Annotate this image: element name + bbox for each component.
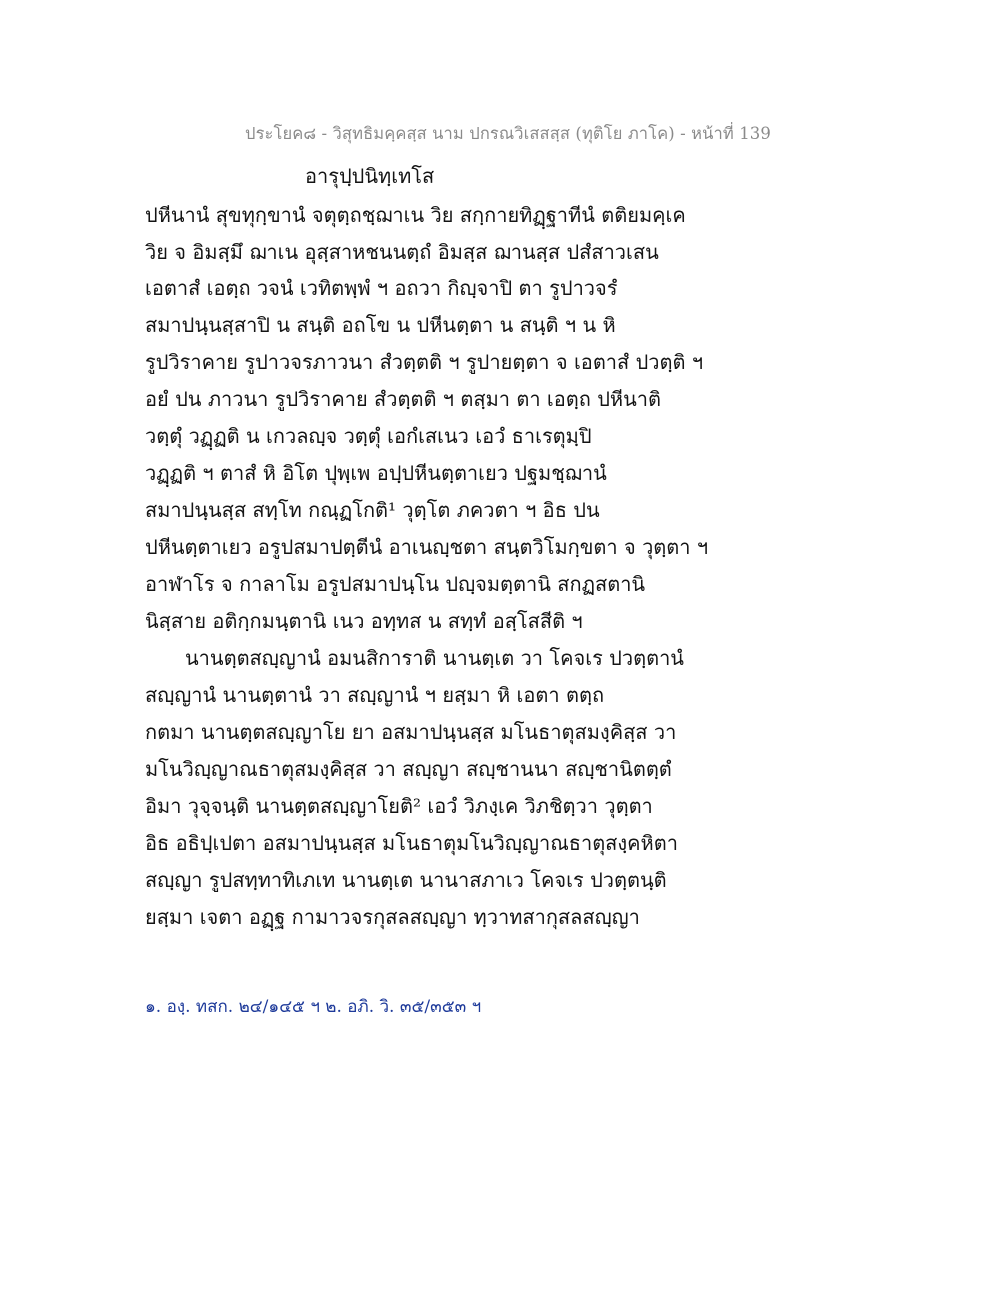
body-line: สมาปนฺนสฺสาปิ น สนฺติ อถโข น ปหีนตฺตา น สนฺติ ฯ น หิ (145, 313, 616, 337)
body-line: มโนวิญฺญาณธาตุสมงฺคิสฺส วา สญฺญา สญฺชานนา สญฺชานิตตฺตํ (145, 757, 672, 781)
body-line: เอตาสํ เอตฺถ วจนํ เวทิตพฺพํ ฯ อถวา กิญฺจาปิ ตา รูปาวจรํ (145, 276, 618, 300)
body-line: สญฺญา รูปสทฺทาทิเภเท นานตฺเต นานาสภาเว โคจเร ปวตฺตนฺติ (145, 868, 667, 892)
body-line: กตมา นานตฺตสญฺญาโย ยา อสมาปนฺนสฺส มโนธาตุสมงฺคิสฺส วา (145, 720, 677, 744)
footnote: ๑. องฺ. ทสก. ๒๔/๑๔๕ ฯ ๒. อภิ. วิ. ๓๕/๓๕๓ ฯ (145, 997, 482, 1017)
body-line: วฏฺฏติ ฯ ตาสํ หิ อิโต ปุพฺเพ อปฺปหีนตฺตาเยว ปฐมชฺฌานํ (145, 461, 607, 485)
body-line: นิสฺสาย อติกฺกมนฺตานิ เนว อทฺทส น สทฺทํ อสฺโสสีติ ฯ (145, 609, 583, 633)
body-line: ยสฺมา เจตา อฏฺฐ กามาวจรกุสลสญฺญา ทฺวาทสากุสลสญฺญา (145, 905, 640, 929)
body-line: อิมา วุจฺจนฺติ นานตฺตสญฺญาโยติ² เอวํ วิภงฺเค วิภชิตฺวา วุตฺตา (145, 794, 653, 818)
running-head: ประโยค๘ - วิสุทธิมคฺคสฺส นาม ปกรณวิเสสสฺส (ทุติโย ภาโค) - หน้าที่ 139 (245, 124, 771, 143)
body-line: อิธ อธิปฺเปตา อสมาปนฺนสฺส มโนธาตุมโนวิญฺญาณธาตุสงฺคหิตา (145, 831, 678, 855)
section-title: อารุปฺปนิทฺเทโส (305, 164, 435, 188)
body-line: สญฺญานํ นานตฺตานํ วา สญฺญานํ ฯ ยสฺมา หิ เอตา ตตฺถ (145, 683, 605, 707)
body-line: วิย จ อิมสฺมึ ฌาเน อุสฺสาหชนนตฺถํ อิมสฺส ฌานสฺส ปสํสาวเสน (145, 240, 659, 264)
body-line: ปหีนตฺตาเยว อรูปสมาปตฺตีนํ อาเนญฺชตา สนฺตวิโมกฺขตา จ วุตฺตา ฯ (145, 535, 709, 559)
body-line: สมาปนฺนสฺส สทฺโท กณฺฏโกติ¹ วุตฺโต ภควตา ฯ อิธ ปน (145, 498, 600, 522)
body-line: นานตฺตสญฺญานํ อมนสิการาติ นานตฺเต วา โคจเร ปวตฺตานํ (185, 646, 684, 670)
body-line: อาฬาโร จ กาลาโม อรูปสมาปนฺโน ปญฺจมตฺตานิ สกฏสตานิ (145, 572, 646, 596)
body-line: ปหีนานํ สุขทุกฺขานํ จตุตฺถชฺฌาเน วิย สกฺกายทิฏฺฐาทีนํ ตติยมคฺเค (145, 203, 686, 227)
body-line: อยํ ปน ภาวนา รูปวิราคาย สํวตฺตติ ฯ ตสฺมา ตา เอตฺถ ปหีนาติ (145, 387, 662, 411)
body-line: รูปวิราคาย รูปาวจรภาวนา สํวตฺตติ ฯ รูปายตฺตา จ เอตาสํ ปวตฺติ ฯ (145, 350, 704, 374)
body-line: วตฺตุํ วฏฺฏติ น เกวลญฺจ วตฺตุํ เอกํเสเนว เอวํ ธาเรตุมฺปิ (145, 424, 592, 448)
